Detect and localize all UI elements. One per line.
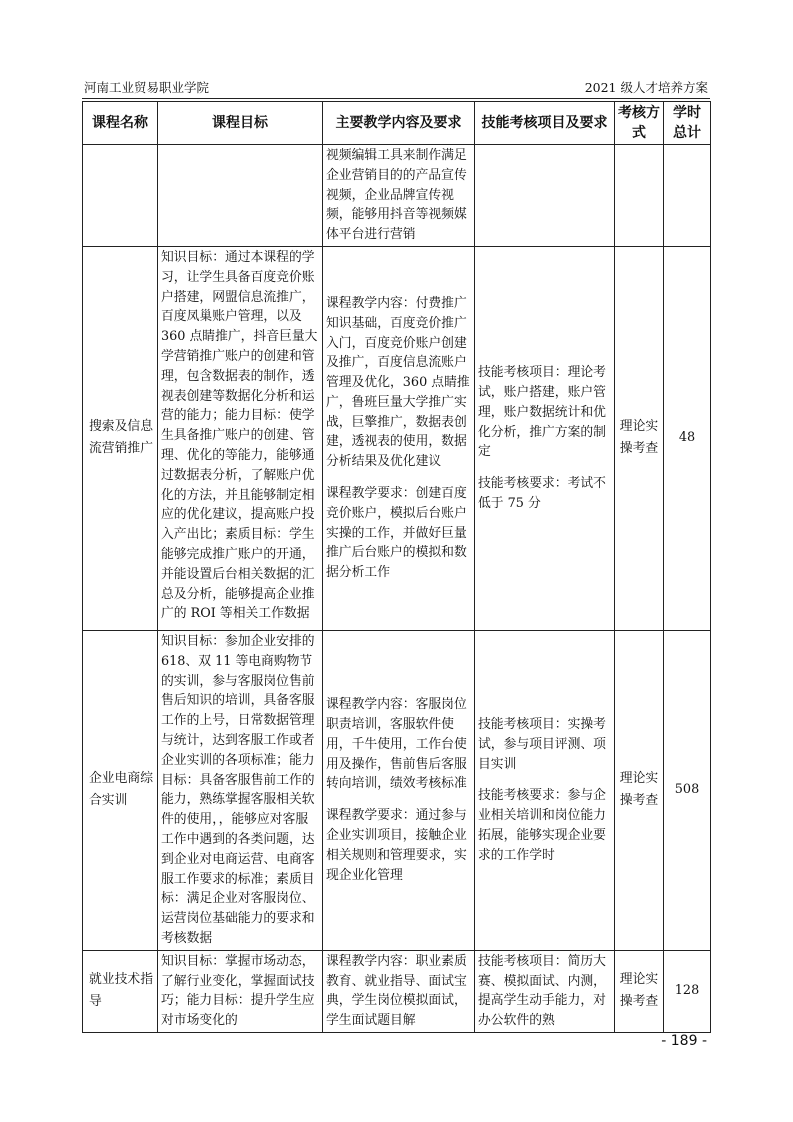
table-row [83,950,711,1032]
col-header-content: 主要教学内容及要求 [323,102,475,145]
course-content [323,145,475,247]
total-hours [664,145,711,247]
skill-assessment [475,950,615,1032]
skill-paragraph: 技能考核项目：实操考试，参与项目评测、项目实训 [478,717,606,772]
course-content [323,950,475,1032]
total-hours: 48 [664,246,711,630]
skill-paragraph: 技能考核要求：考试不低于 75 分 [478,476,606,511]
course-content [323,630,475,950]
course-goal: 知识目标：掌握市场动态，了解行业变化，掌握面试技巧；能力目标：提升学生应对市场变化的 [158,950,323,1032]
col-header-skill: 技能考核项目及要求 [475,102,615,145]
content-paragraph: 课程教学内容：付费推广知识基础，百度竞价推广入门，百度竞价账户创建及推广，百度信息流账户管理及优化，360 点睛推广，鲁班巨量大学推广实战，巨擎推广，数据表创建，透视表的使用，数据分析结果及优化建议 [326,295,470,470]
col-header-goal: 课程目标 [158,102,323,145]
document-title: 2021 级人才培养方案 [584,80,708,95]
col-header-assess: 考核方式 [615,102,664,145]
course-goal: 知识目标：参加企业安排的 618、双 11 等电商购物节的实训，参与客服岗位售前售后知识的培训，具备客服工作的上号，日常数据管理与统计，达到客服工作或者企业实训的各项标准；能力目标：具备客服售前工作的能力，熟练掌握客服相关软件的使用，，能够应对客服工作中遇到的各类问题，达到企业对电商运营、电商客服工作要求的标准；素质目标：满足企业对客服岗位、运营岗位基础能力的要求和考核数据 [158,630,323,950]
skill-assessment [475,246,615,630]
content-paragraph: 课程教学要求：创建百度竞价账户，模拟后台账户实操的工作，并做好巨量推广后台账户的模拟和数据分析工作 [326,486,467,581]
assessment-method [615,145,664,247]
course-table [82,101,711,1033]
table-row [83,630,711,950]
assessment-method: 理论实操考查 [615,246,664,630]
course-goal: 知识目标：通过本课程的学习，让学生具备百度竞价账户搭建，网盟信息流推广，百度凤巢账户管理，以及 360 点睛推广，抖音巨量大学营销推广账户的创建和管理，包含数据表的制作，透视表创建等数据化分析和运营的能力；能力目标：使学生具备推广账户的创建、管理、优化的等能力，能够通过数据表分析，了解账户优化的方法，并且能够制定相应的优化建议，提高账户投入产出比；素质目标：学生能够完成推广账户的开通，并能设置后台相关数据的汇总及分析，能够提高企业推广的 ROI 等相关工作数据 [158,246,323,630]
course-goal [158,145,323,247]
content-paragraph: 视频编辑工具来制作满足企业营销目的的产品宣传视频，企业品牌宣传视频，能够用抖音等视频媒体平台进行营销 [326,148,467,243]
total-hours: 128 [664,950,711,1032]
page-header [82,78,710,99]
table-row [83,145,711,247]
total-hours: 508 [664,630,711,950]
table-header-row [83,102,711,145]
table-row [83,246,711,630]
assessment-method: 理论实操考查 [615,630,664,950]
assessment-method: 理论实操考查 [615,950,664,1032]
col-header-name: 课程名称 [83,102,158,145]
course-name [83,145,158,247]
content-paragraph: 课程教学内容：职业素质教育、就业指导、面试宝典，学生岗位模拟面试，学生面试题目解 [326,953,467,1029]
skill-paragraph: 技能考核项目：简历大赛、模拟面试、内测，提高学生动手能力，对办公软件的熟 [478,953,606,1029]
course-content [323,246,475,630]
course-name: 搜索及信息流营销推广 [83,246,158,630]
skill-paragraph: 技能考核要求：参与企业相关培训和岗位能力拓展，能够实现企业要求的工作学时 [478,788,606,863]
content-paragraph: 课程教学要求：通过参与企业实训项目，接触企业相关规则和管理要求，实现企业化管理 [326,808,467,883]
skill-assessment [475,630,615,950]
school-name: 河南工业贸易职业学院 [84,80,210,95]
page-number: - 189 - [661,1033,707,1049]
content-paragraph: 课程教学内容：客服岗位职责培训，客服软件使用，千牛使用，工作台使用及操作，售前售后客服转向培训，绩效考核标准 [326,697,467,792]
course-name: 就业技术指导 [83,950,158,1032]
skill-assessment [475,145,615,247]
skill-paragraph: 技能考核项目：理论考试，账户搭建，账户管理，账户数据统计和优化分析，推广方案的制定 [478,365,606,460]
col-header-hours: 学时总计 [664,102,711,145]
course-name: 企业电商综合实训 [83,630,158,950]
